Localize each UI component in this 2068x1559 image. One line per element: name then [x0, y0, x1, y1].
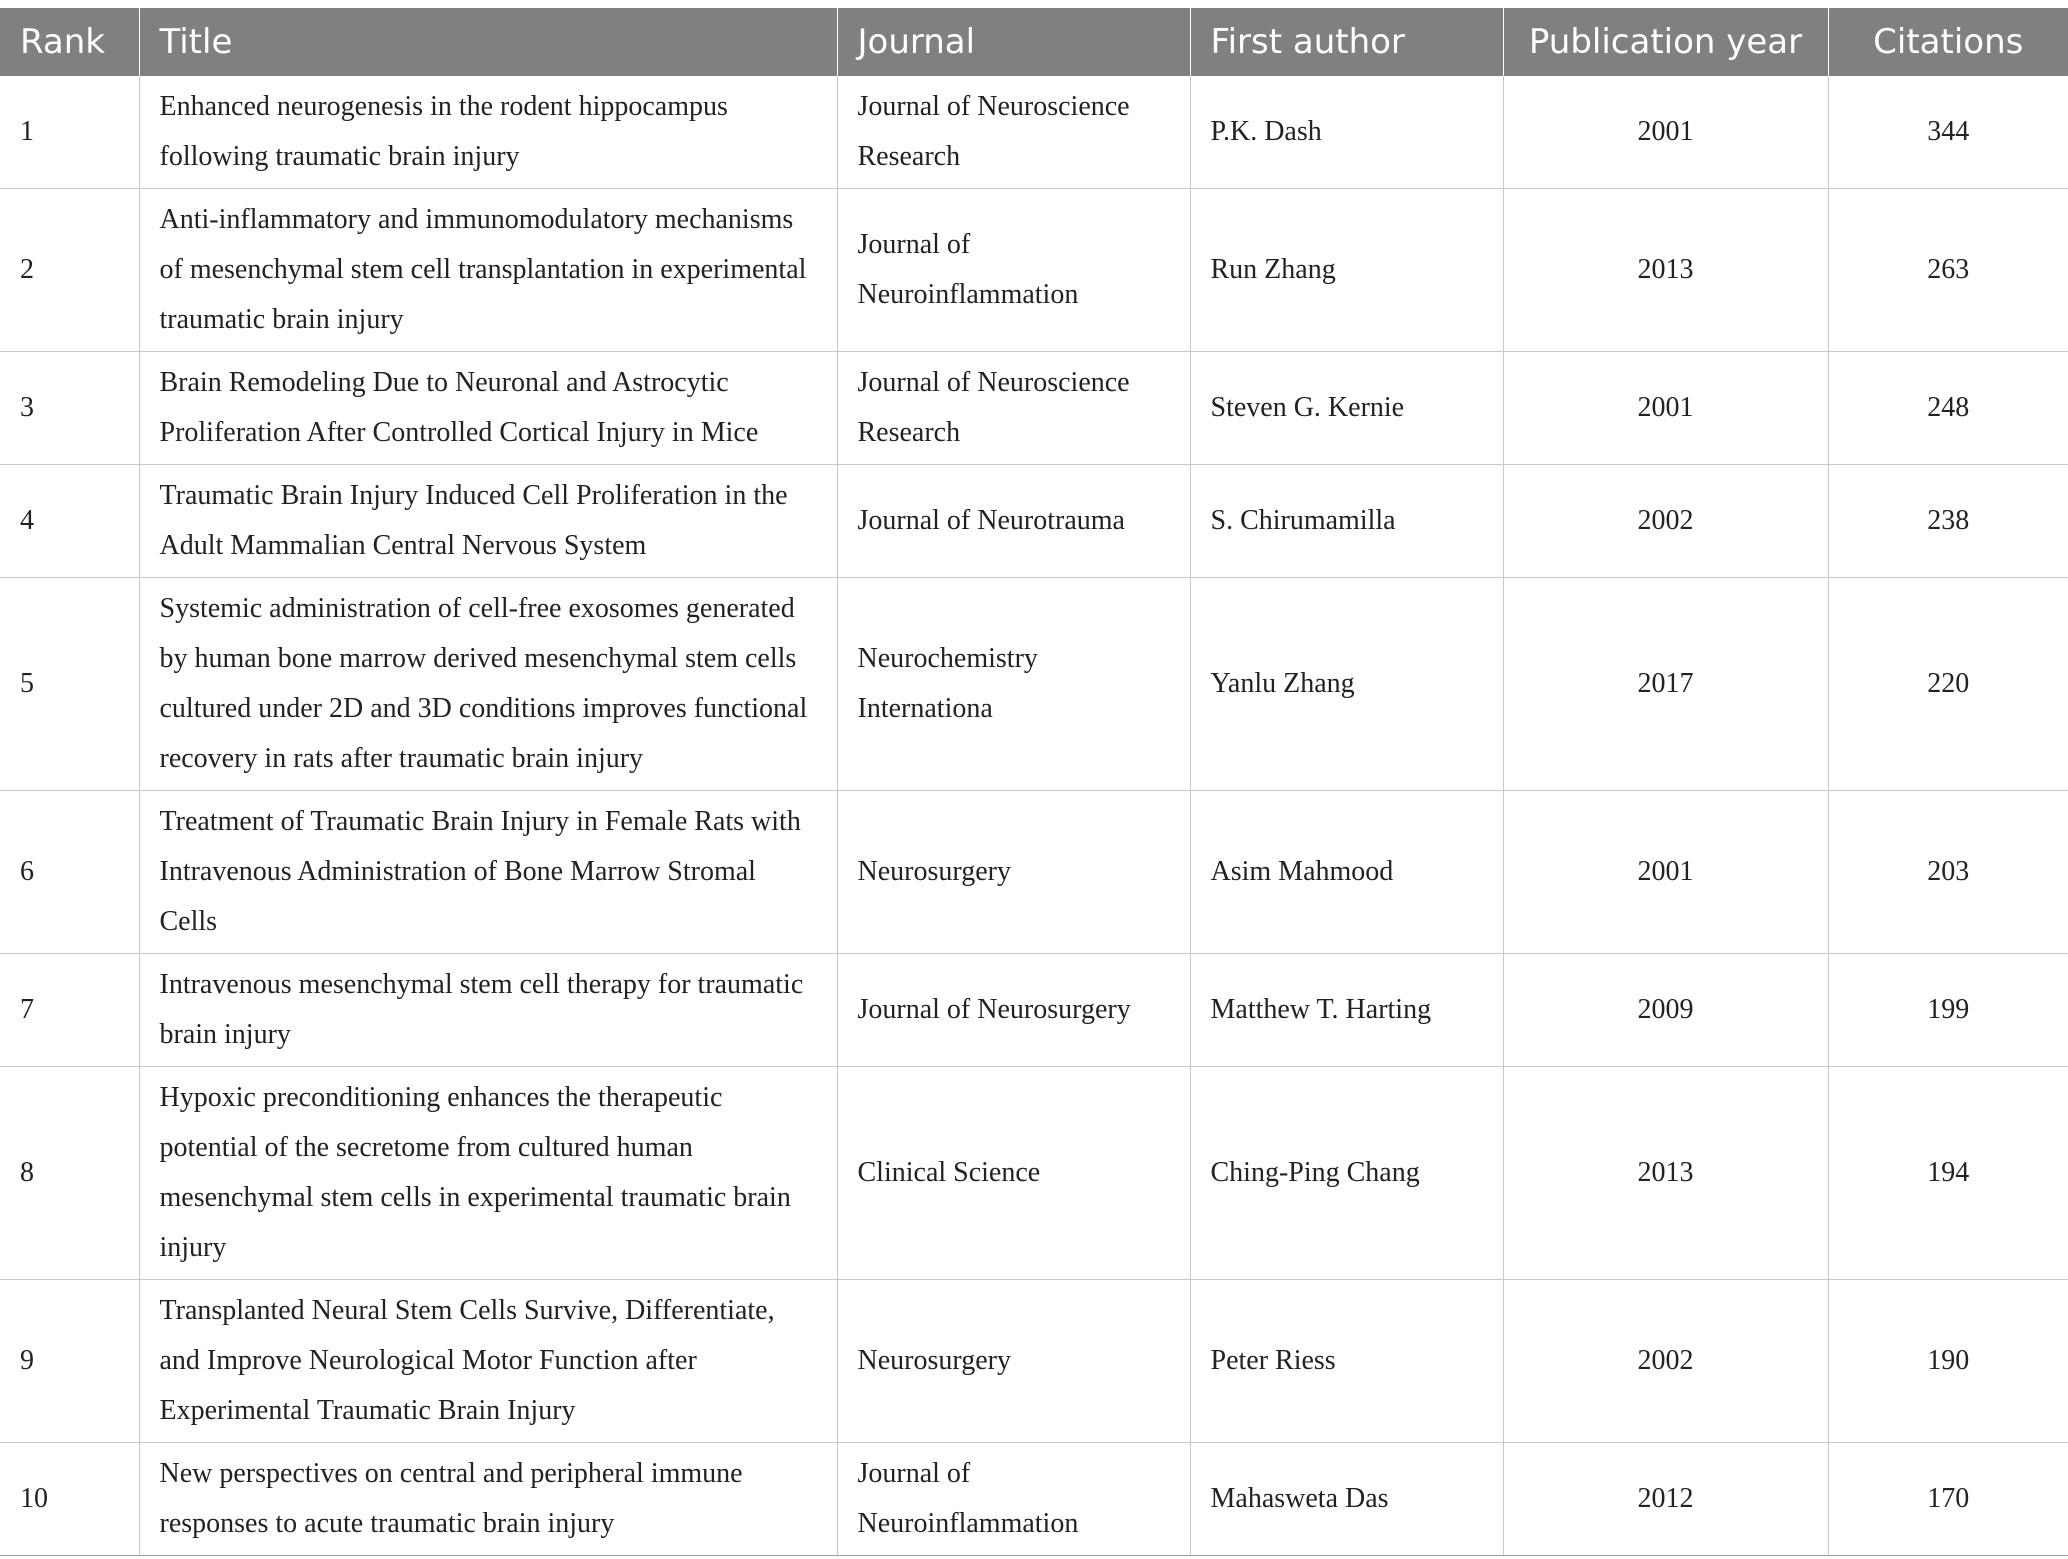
table-row	[0, 1443, 2068, 1556]
table-row	[0, 352, 2068, 465]
cell-citations: 194	[1828, 1067, 2068, 1280]
cell-rank: 10	[0, 1443, 139, 1556]
cell-rank: 3	[0, 352, 139, 465]
cell-citations: 248	[1828, 352, 2068, 465]
citation-table-container	[0, 8, 2068, 1556]
cell-journal: Journal of Neuroinflammation	[837, 1443, 1190, 1556]
cell-title: Intravenous mesenchymal stem cell therapy for traumatic brain injury	[139, 954, 837, 1067]
cell-publication-year: 2012	[1503, 1443, 1828, 1556]
cell-title: Systemic administration of cell-free exosomes generated by human bone marrow derived mesenchymal stem cells cultured under 2D and 3D conditions improves functional recovery in rats after traumatic brain injury	[139, 578, 837, 791]
cell-citations: 203	[1828, 791, 2068, 954]
header-citations: Citations	[1828, 8, 2068, 76]
header-first-author: First author	[1190, 8, 1503, 76]
cell-rank: 5	[0, 578, 139, 791]
cell-rank: 8	[0, 1067, 139, 1280]
cell-citations: 344	[1828, 76, 2068, 189]
cell-journal: Neurosurgery	[837, 791, 1190, 954]
cell-first-author: Asim Mahmood	[1190, 791, 1503, 954]
table-row	[0, 76, 2068, 189]
cell-rank: 2	[0, 189, 139, 352]
cell-citations: 199	[1828, 954, 2068, 1067]
table-body	[0, 76, 2068, 1556]
cell-rank: 4	[0, 465, 139, 578]
cell-rank: 1	[0, 76, 139, 189]
cell-publication-year: 2009	[1503, 954, 1828, 1067]
cell-title: Brain Remodeling Due to Neuronal and Astrocytic Proliferation After Controlled Cortical Injury in Mice	[139, 352, 837, 465]
cell-citations: 263	[1828, 189, 2068, 352]
cell-first-author: Matthew T. Harting	[1190, 954, 1503, 1067]
cell-journal: Journal of Neuroscience Research	[837, 76, 1190, 189]
cell-title: Anti-inflammatory and immunomodulatory mechanisms of mesenchymal stem cell transplantation in experimental traumatic brain injury	[139, 189, 837, 352]
cell-journal: Clinical Science	[837, 1067, 1190, 1280]
header-rank: Rank	[0, 8, 139, 76]
cell-publication-year: 2013	[1503, 1067, 1828, 1280]
cell-rank: 9	[0, 1280, 139, 1443]
header-publication-year: Publication year	[1503, 8, 1828, 76]
header-journal: Journal	[837, 8, 1190, 76]
cell-title: Enhanced neurogenesis in the rodent hippocampus following traumatic brain injury	[139, 76, 837, 189]
table-row	[0, 791, 2068, 954]
cell-publication-year: 2017	[1503, 578, 1828, 791]
cell-citations: 170	[1828, 1443, 2068, 1556]
cell-journal: Neurosurgery	[837, 1280, 1190, 1443]
cell-first-author: Steven G. Kernie	[1190, 352, 1503, 465]
cell-publication-year: 2001	[1503, 352, 1828, 465]
cell-publication-year: 2001	[1503, 76, 1828, 189]
cell-title: New perspectives on central and peripheral immune responses to acute traumatic brain injury	[139, 1443, 837, 1556]
table-row	[0, 1067, 2068, 1280]
cell-title: Traumatic Brain Injury Induced Cell Proliferation in the Adult Mammalian Central Nervous System	[139, 465, 837, 578]
cell-publication-year: 2002	[1503, 1280, 1828, 1443]
cell-first-author: P.K. Dash	[1190, 76, 1503, 189]
cell-publication-year: 2013	[1503, 189, 1828, 352]
cell-first-author: S. Chirumamilla	[1190, 465, 1503, 578]
cell-citations: 190	[1828, 1280, 2068, 1443]
cell-title: Transplanted Neural Stem Cells Survive, Differentiate, and Improve Neurological Motor Function after Experimental Traumatic Brain Injury	[139, 1280, 837, 1443]
table-header	[0, 8, 2068, 76]
cell-title: Hypoxic preconditioning enhances the therapeutic potential of the secretome from cultured human mesenchymal stem cells in experimental traumatic brain injury	[139, 1067, 837, 1280]
table-row	[0, 578, 2068, 791]
table-row	[0, 465, 2068, 578]
cell-journal: Journal of Neurosurgery	[837, 954, 1190, 1067]
cell-citations: 220	[1828, 578, 2068, 791]
cell-first-author: Mahasweta Das	[1190, 1443, 1503, 1556]
header-row	[0, 8, 2068, 76]
cell-journal: Journal of Neurotrauma	[837, 465, 1190, 578]
table-row	[0, 1280, 2068, 1443]
cell-citations: 238	[1828, 465, 2068, 578]
cell-first-author: Ching-Ping Chang	[1190, 1067, 1503, 1280]
cell-first-author: Peter Riess	[1190, 1280, 1503, 1443]
table-row	[0, 954, 2068, 1067]
cell-publication-year: 2002	[1503, 465, 1828, 578]
cell-journal: Journal of Neuroinflammation	[837, 189, 1190, 352]
cell-rank: 7	[0, 954, 139, 1067]
cell-title: Treatment of Traumatic Brain Injury in Female Rats with Intravenous Administration of Bone Marrow Stromal Cells	[139, 791, 837, 954]
cell-first-author: Yanlu Zhang	[1190, 578, 1503, 791]
table-row	[0, 189, 2068, 352]
cell-rank: 6	[0, 791, 139, 954]
cell-journal: Journal of Neuroscience Research	[837, 352, 1190, 465]
header-title: Title	[139, 8, 837, 76]
cell-first-author: Run Zhang	[1190, 189, 1503, 352]
citation-table	[0, 8, 2068, 1556]
cell-journal: Neurochemistry Internationa	[837, 578, 1190, 791]
cell-publication-year: 2001	[1503, 791, 1828, 954]
